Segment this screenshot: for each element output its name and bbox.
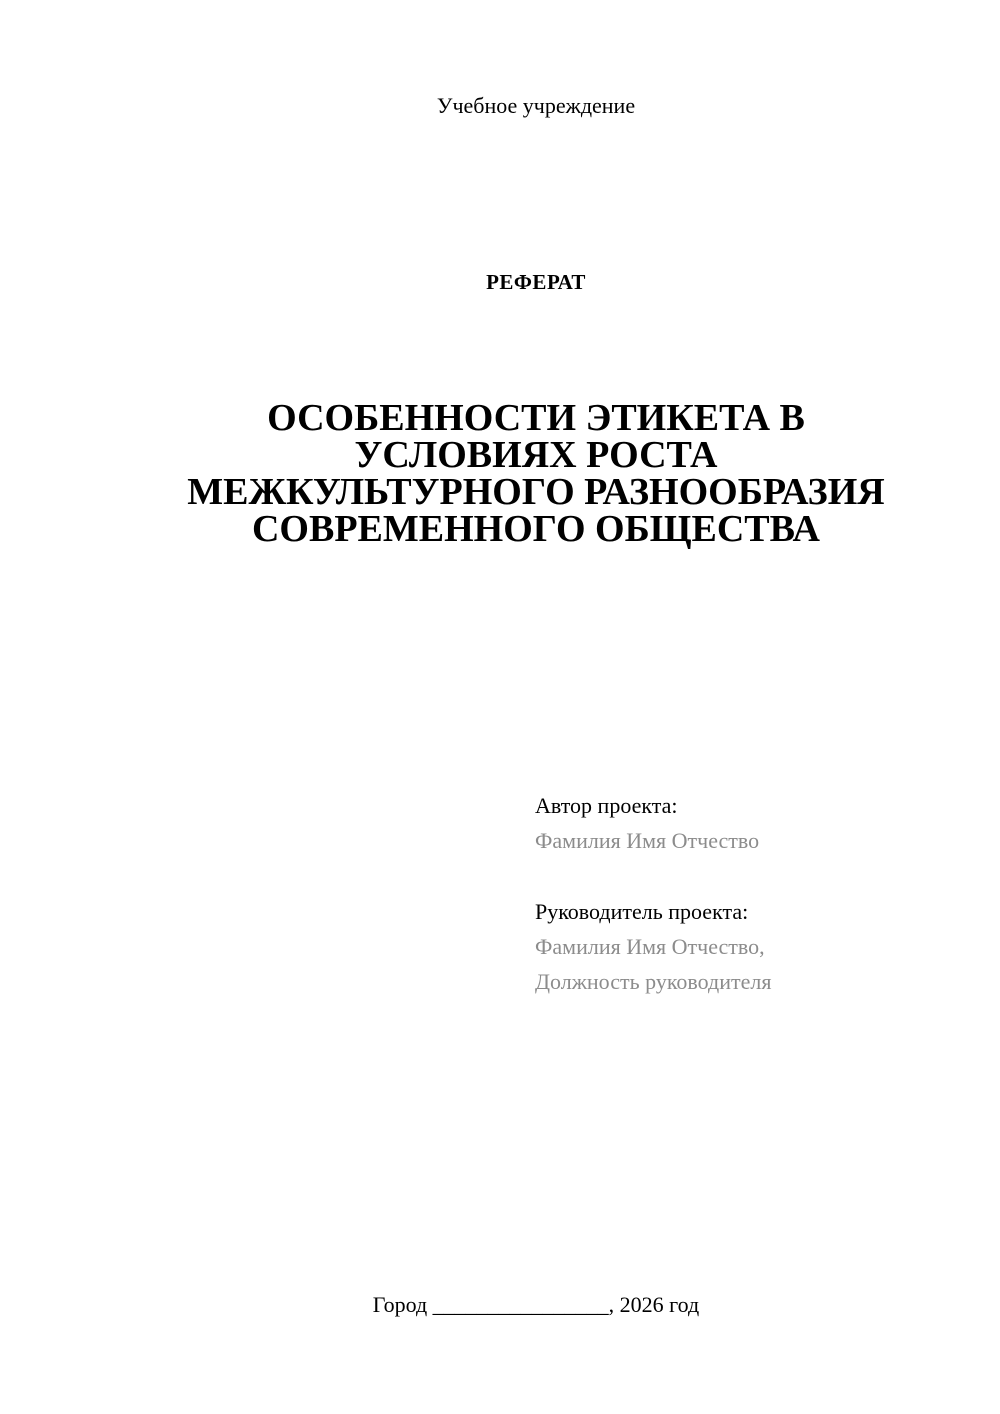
supervisor-name: Фамилия Имя Отчество,	[535, 934, 765, 959]
author-name: Фамилия Имя Отчество	[535, 828, 760, 853]
title-line: ОСОБЕННОСТИ ЭТИКЕТА В	[267, 397, 805, 439]
supervisor-position: Должность руководителя	[535, 969, 772, 994]
city-year-line: Город ________________, 2026 год	[372, 1292, 700, 1317]
title-line: УСЛОВИЯХ РОСТА	[354, 434, 718, 476]
title-line: МЕЖКУЛЬТУРНОГО РАЗНООБРАЗИЯ	[187, 471, 885, 513]
supervisor-block	[535, 894, 975, 999]
document-type: РЕФЕРАТ	[486, 270, 586, 294]
supervisor-label: Руководитель проекта:	[535, 899, 749, 924]
title-line: СОВРЕМЕННОГО ОБЩЕСТВА	[251, 508, 820, 550]
document-title	[0, 397, 1000, 550]
author-block	[535, 788, 975, 858]
author-label: Автор проекта:	[535, 793, 678, 818]
institution-name: Учебное учреждение	[436, 93, 636, 118]
